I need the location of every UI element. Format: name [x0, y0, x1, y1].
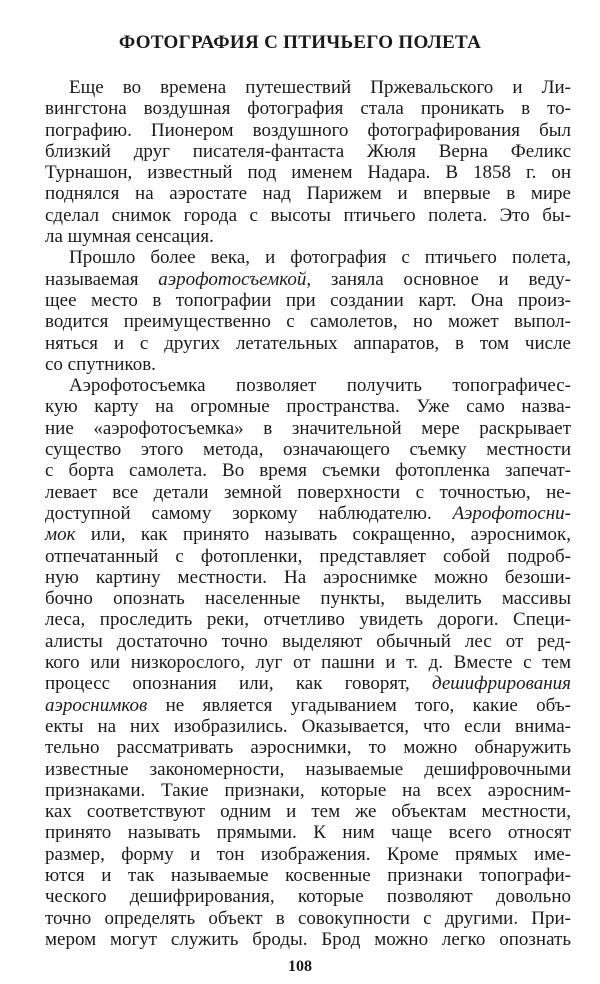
text-segment: леса, проследить реки, отчетливо увидеть дороги. Специ-: [45, 609, 571, 631]
text-segment: водится преимущественно с самолетов, но может выпол-: [45, 311, 571, 333]
text-segment: ются и так называемые косвенные признаки топографи-: [45, 864, 571, 886]
text-line: [45, 546, 571, 567]
paragraph: [45, 77, 571, 247]
paragraph: [45, 247, 571, 375]
text-segment: ние «аэрофотосъемка» в значительной мере раскрывает: [45, 417, 571, 439]
text-line: [45, 290, 571, 311]
text-line: [45, 865, 571, 886]
text-segment: няться и с других летательных аппаратов, в том числе: [45, 332, 571, 354]
text-segment: кую карту на огромные пространства. Уже само назва-: [45, 396, 571, 418]
text-line: [45, 929, 571, 950]
text-segment: поднялся на аэростате над Парижем и впервые в мире: [45, 183, 571, 205]
text-segment: кого или низкорослого, луг от пашни и т. д. Вместе с тем: [45, 652, 571, 674]
text-segment: Прошло более века, и фотография с птичьего полета,: [69, 247, 571, 269]
text-line: [45, 247, 571, 268]
text-segment: тельно рассматривать аэроснимки, то можно обнаружить: [45, 737, 571, 759]
page-title: ФОТОГРАФИЯ С ПТИЧЬЕГО ПОЛЕТА: [118, 32, 482, 53]
text-segment: процесс опознания или, как говорят,: [45, 673, 433, 695]
text-line: [45, 311, 571, 332]
text-segment: пографию. Пионером воздушного фотографирования был: [45, 119, 571, 141]
italic-term: Аэрофотосни-: [452, 502, 571, 524]
text-line: [45, 886, 571, 907]
italic-term: аэроснимков: [45, 694, 148, 716]
text-segment: ную картину местности. На аэроснимке можно безоши-: [45, 566, 571, 588]
text-line: [45, 801, 571, 822]
text-line: [45, 418, 571, 439]
text-segment: Еще во времена путешествий Пржевальского и Ли-: [69, 77, 571, 98]
text-segment: признаками. Такие признаки, которые на всех аэросним-: [45, 779, 571, 801]
text-line: [45, 183, 571, 204]
text-line: [45, 567, 571, 588]
text-segment: бочно опознать населенные пункты, выделить массивы: [45, 588, 571, 610]
text-line: [45, 759, 571, 780]
text-segment: алисты достаточно точно выделяют обычный лес от ред-: [45, 630, 571, 652]
text-line: [45, 716, 571, 737]
italic-term: мок: [45, 524, 76, 546]
text-line: [45, 780, 571, 801]
text-segment: не является угадыванием того, какие объ-: [147, 694, 571, 716]
text-line: [45, 162, 571, 183]
text-line: [45, 482, 571, 503]
text-line: [45, 205, 571, 226]
text-segment: левает все детали земной поверхности с точностью, не-: [45, 481, 571, 503]
text-segment: известные закономерности, называемые дешифровочными: [45, 758, 571, 780]
text-line: [45, 588, 571, 609]
text-line: [45, 908, 571, 929]
text-segment: Аэрофотосъемка позволяет получить топографичес-: [69, 375, 571, 397]
text-line: [45, 333, 571, 354]
text-line: [45, 439, 571, 460]
text-line: [45, 822, 571, 843]
text-line: [45, 737, 571, 758]
text-line: [45, 396, 571, 417]
text-line: [45, 524, 571, 545]
text-line: [45, 609, 571, 630]
text-segment: существо этого метода, означающего съемку местности: [45, 439, 571, 461]
text-line: [45, 844, 571, 865]
text-line: [45, 120, 571, 141]
text-segment: близкий друг писателя-фантаста Жюля Верна Феликс: [45, 140, 571, 162]
italic-term: аэрофотосъемкой: [158, 268, 307, 290]
text-segment: ческого дешифрирования, которые позволяют довольно: [45, 886, 571, 908]
text-segment: называемая: [45, 268, 159, 290]
text-segment: вингстона воздушная фотография стала проникать в то-: [45, 98, 571, 120]
body-text: [45, 77, 571, 950]
text-line: [45, 354, 571, 375]
text-segment: Турнашон, известный под именем Надара. В 1858 г. он: [45, 162, 571, 184]
text-segment: с борта самолета. Во время съемки фотопленка запечат-: [45, 460, 571, 482]
text-segment: размер, форму и тон изображения. Кроме прямых име-: [45, 843, 571, 865]
text-line: [45, 652, 571, 673]
text-segment: щее место в топографии при создании карт. Она произ-: [45, 289, 571, 311]
text-line: [45, 695, 571, 716]
text-segment: со спутников.: [45, 353, 156, 375]
text-segment: екты на них изобразились. Оказывается, что если внима-: [45, 715, 571, 737]
text-segment: отпечатанный с фотопленки, представляет собой подроб-: [45, 545, 571, 567]
text-line: [45, 226, 571, 247]
text-segment: мером могут служить броды. Брод можно легко опознать: [45, 928, 571, 950]
page-number: 108: [288, 958, 312, 975]
text-line: [45, 98, 571, 119]
text-segment: , заняла основное и веду-: [306, 268, 572, 290]
text-line: [45, 631, 571, 652]
text-line: [45, 503, 571, 524]
text-segment: ках соответствуют одним и тем же объектам местности,: [45, 801, 571, 823]
text-line: [45, 375, 571, 396]
text-segment: или, как принято называть сокращенно, аэроснимок,: [75, 524, 571, 546]
text-segment: сделал снимок города с высоты птичьего полета. Это бы-: [45, 204, 571, 226]
text-segment: точно определять объект в совокупности с другими. При-: [45, 907, 571, 929]
text-line: [45, 141, 571, 162]
text-line: [45, 460, 571, 481]
text-segment: доступной самому зоркому наблюдателю.: [45, 502, 453, 524]
italic-term: дешифрирования: [432, 673, 571, 695]
paragraph: [45, 375, 571, 950]
text-line: [45, 673, 571, 694]
text-segment: принято называть прямыми. К ним чаще всего относят: [45, 822, 571, 844]
text-line: [45, 77, 571, 98]
text-line: [45, 269, 571, 290]
text-segment: ла шумная сенсация.: [45, 226, 214, 248]
